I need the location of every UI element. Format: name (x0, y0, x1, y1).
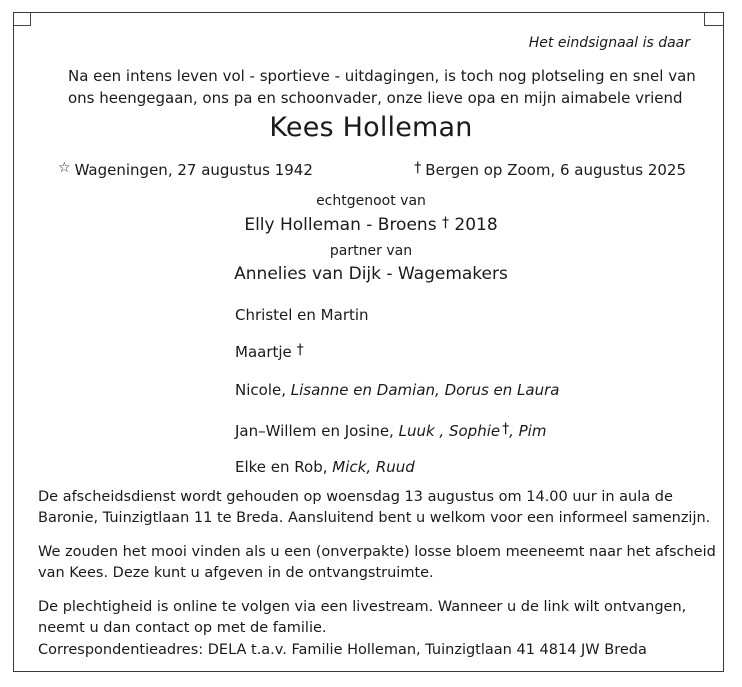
death-info (414, 160, 686, 179)
flower-line-2: van Kees. Deze kunt u afgeven in de ontvangstruimte. (38, 565, 434, 581)
crop-mark-top-left (14, 13, 31, 26)
partner-name: Annelies van Dijk - Wagemakers (234, 264, 508, 284)
livestream-line-2: neemt u dan contact op met de familie. (38, 620, 327, 636)
star-icon: ☆ (58, 160, 71, 176)
cross-icon: † (441, 215, 449, 231)
family-line-1: Christel en Martin (235, 306, 369, 324)
family-name: Maartje (235, 343, 292, 361)
livestream-paragraph (38, 597, 686, 639)
birth-info (58, 160, 313, 179)
grandchildren: Mick, Ruud (332, 458, 415, 476)
intro-text (68, 65, 696, 109)
partner-label: partner van (329, 243, 413, 259)
spouse-year: 2018 (454, 215, 498, 235)
family-line-2 (235, 342, 308, 361)
family-line-5 (235, 458, 415, 476)
service-paragraph (38, 487, 710, 529)
livestream-line-1: De plechtigheid is online te volgen via een livestream. Wanneer u de link wilt ontvangen, (38, 599, 687, 615)
death-text: Bergen op Zoom, 6 augustus 2025 (425, 161, 686, 179)
tagline: Het eindsignaal is daar (528, 35, 690, 51)
family-name: Nicole, (235, 381, 286, 399)
birth-text: Wageningen, 27 augustus 1942 (74, 161, 313, 179)
intro-line-2: ons heengegaan, ons pa en schoonvader, onze lieve opa en mijn aimabele vriend (68, 89, 683, 107)
spouse-line (0, 215, 742, 235)
service-line-2: Baronie, Tuinzigtlaan 11 te Breda. Aansluitend bent u welkom voor een informeel samenzijn. (38, 510, 711, 526)
family-name: Jan–Willem en Josine, (235, 422, 394, 440)
family-line-4 (235, 421, 546, 440)
intro-line-1: Na een intens leven vol - sportieve - uitdagingen, is toch nog plotseling en snel van (68, 67, 696, 85)
cross-icon: † (502, 421, 510, 437)
correspondence-address: Correspondentieadres: DELA t.a.v. Familie Holleman, Tuinzigtlaan 41 4814 JW Breda (38, 642, 647, 658)
flower-paragraph (38, 542, 716, 584)
grandchildren: , Pim (509, 422, 547, 440)
service-line-1: De afscheidsdienst wordt gehouden op woensdag 13 augustus om 14.00 uur in aula de (38, 489, 673, 505)
flower-line-1: We zouden het mooi vinden als u een (onverpakte) losse bloem meeneemt naar het afscheid (38, 544, 716, 560)
grandchildren: Luuk , Sophie (398, 422, 501, 440)
grandchildren: Lisanne en Damian, Dorus en Laura (290, 381, 560, 399)
family-line-3 (235, 381, 559, 399)
crop-mark-top-right (704, 13, 723, 26)
spouse-name: Elly Holleman - Broens (244, 215, 437, 235)
family-name: Elke en Rob, (235, 458, 328, 476)
spouse-label: echtgenoot van (316, 193, 426, 209)
cross-icon: † (414, 160, 422, 176)
deceased-name: Kees Holleman (269, 112, 473, 143)
cross-icon: † (296, 342, 304, 358)
